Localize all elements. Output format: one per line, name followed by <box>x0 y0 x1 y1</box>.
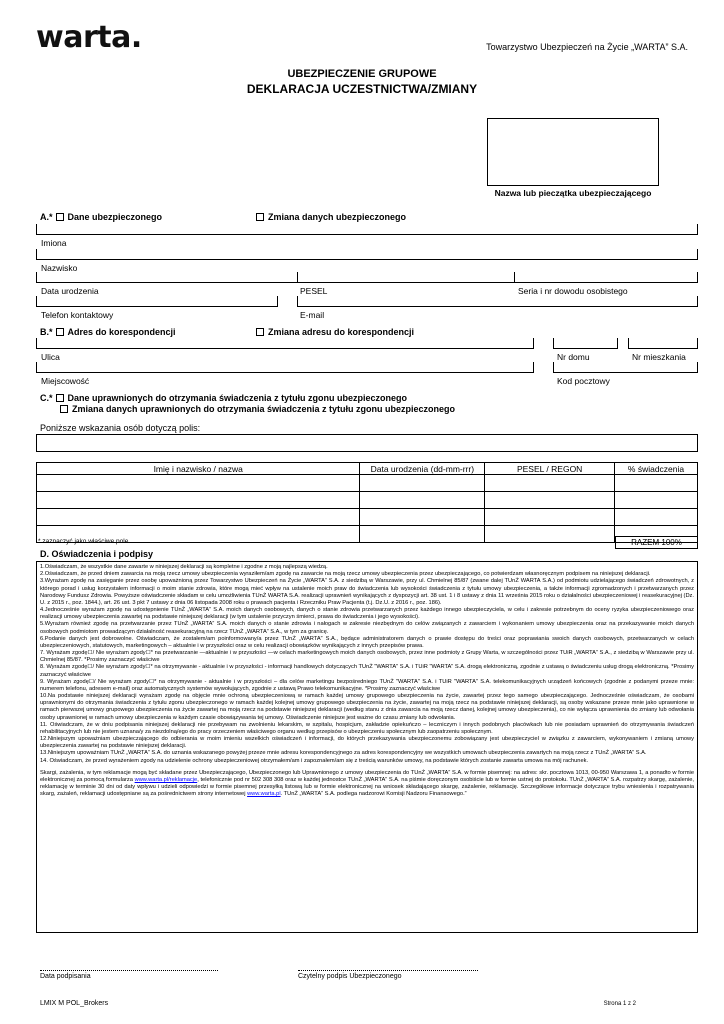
city-label: Miejscowość <box>41 376 90 386</box>
field-tick <box>697 296 698 307</box>
section-a-option1 <box>40 212 162 222</box>
field-tick <box>533 338 534 349</box>
field-tick <box>697 272 698 283</box>
form-code: LMIX M POL_Brokers <box>40 1000 109 1007</box>
field-tick <box>514 272 515 283</box>
birth-pesel-id-row[interactable] <box>36 282 698 283</box>
complaints-paragraph <box>40 770 694 799</box>
section-c-marker: C.* <box>40 393 53 403</box>
total-percent-cell: RAZEM 100% <box>615 536 698 549</box>
street-label: Ulica <box>41 352 60 362</box>
phone-label: Telefon kontaktowy <box>41 310 114 320</box>
col-percent-header: % świadczenia <box>615 463 698 475</box>
statement-6: 6.Podanie danych jest dobrowolne. Oświadczam, że zostałem/am poinformowany/a przez TUnŻ „WARTA” S.A., będące administratorem danych o prawie dostępu do treści oraz poprawiania swoich danych osobowych, przetwarzanych w celach ubezpieczeniowych, statutowych, marketingowych – aktualnie i w przyszłości oraz w celu realizacji obowiązków wynikających z innych przepisów prawa. <box>40 635 694 649</box>
policies-label: Poniższe wskazania osób dotyczą polis: <box>40 423 201 433</box>
postal-code-input[interactable] <box>553 372 698 373</box>
flat-no-label: Nr mieszkania <box>632 352 686 362</box>
field-tick <box>277 296 278 307</box>
field-tick <box>297 296 298 307</box>
col-birthdate-header: Data urodzenia (dd-mm-rrr) <box>360 463 485 475</box>
field-tick <box>697 338 698 349</box>
table-cell[interactable] <box>37 492 360 509</box>
field-tick <box>553 362 554 373</box>
email-label: E-mail <box>300 310 325 320</box>
birth-date-label: Data urodzenia <box>41 286 99 296</box>
statement-2: 2.Oświadczam, że przed dniem zawarcia na moją rzecz umowy ubezpieczenia wyraziłem/am zgodę na zawarcie na moją rzecz umowy ubezpieczenia przez ubezpieczającego, co potwierdzam własnoręcznym podpisem na niniejszej deklaracji. <box>40 571 651 578</box>
field-tick <box>36 272 37 283</box>
beneficiaries-checkbox[interactable] <box>56 394 64 402</box>
flat-no-input[interactable] <box>628 348 698 349</box>
field-tick <box>617 338 618 349</box>
table-cell[interactable] <box>485 526 615 543</box>
surname-label: Nazwisko <box>41 263 78 273</box>
col-name-header: Imię i nazwisko / nazwa <box>37 463 360 475</box>
form-title-line1: UBEZPIECZENIE GRUPOWE <box>287 68 437 80</box>
first-names-input[interactable] <box>36 234 698 235</box>
statement-13: 13.Niniejszym upoważniam TUnŻ „WARTA” S.A. do uznania wskazanego powyżej przeze mnie adresu korespondencyjnego za adres korespondencyjny we wszystkich umowach ubezpieczenia zawartych na moją rzecz z TUnŻ „WARTA” S.A. <box>40 750 647 757</box>
table-cell[interactable] <box>360 475 485 492</box>
signature-input[interactable] <box>298 970 478 971</box>
statement-8-consent[interactable]: 8. Wyrażam zgodę☐/ Nie wyrażam zgody☐* na otrzymywanie - aktualnie i w przyszłości - informacji handlowych dotyczących TUnŻ "WARTA" S.A. i TUiR "WARTA" S.A. drogą elektroniczną, zgodnie z ustawą o świadczeniu usług drogą elektroniczną. *Prosimy zaznaczyć właściwe <box>40 664 694 678</box>
beneficiaries-table <box>36 462 698 543</box>
statement-14: 14. Oświadczam, że przed wyrażeniem zgody na udzielenie ochrony ubezpieczeniowej otrzymałem/am i zapoznałem/am się z treścią warunków umowy, na podstawie których zostanie zawarta umowa na mój rachunek. <box>40 757 589 764</box>
section-b-option2 <box>256 327 414 337</box>
table-cell[interactable] <box>615 492 698 509</box>
field-tick <box>36 224 37 235</box>
field-tick <box>533 362 534 373</box>
table-row <box>37 475 698 492</box>
insurer-stamp-label: Nazwa lub pieczątka ubezpieczającego <box>494 188 652 198</box>
statement-1: 1.Oświadczam, że wszystkie dane zawarte w niniejszej deklaracji są kompletne i zgodne z moją najlepszą wiedzą. <box>40 564 328 570</box>
section-b-option1 <box>40 327 176 337</box>
beneficiaries-change-label: Zmiana danych uprawnionych do otrzymania świadczenia z tytułu zgonu ubezpieczonego <box>72 404 456 414</box>
statement-9-consent[interactable]: 9. Wyrażam zgodę☐/ Nie wyrażam zgody☐* na otrzymywanie - aktualnie i w przyszłości – dla celów marketingu bezpośredniego TUnŻ "WARTA" S.A. i TUiR "WARTA" S.A. telekomunikacyjnych urządzeń końcowych (zgodnie z podanymi przeze mnie: numerem telefonu, adresem e-mail) oraz automatycznych systemów wywołujących, zgodnie z ustawą Prawo telekomunikacyjne. *Prosimy zaznaczyć właściwe <box>40 678 694 692</box>
field-tick <box>697 249 698 260</box>
address-checkbox[interactable] <box>56 328 64 336</box>
policies-input[interactable] <box>36 434 698 452</box>
address-label: Adres do korespondencji <box>67 327 176 337</box>
field-tick <box>36 338 37 349</box>
table-cell[interactable] <box>615 509 698 526</box>
signature-label: Czytelny podpis Ubezpieczonego <box>298 973 402 980</box>
statement-10: 10.Na podstawie niniejszej deklaracji wyrażam zgodę na objęcie mnie ochroną ubezpieczeniową w ramach każdej umowy grupowego ubezpieczenia na życie, zawartej przez tego samego ubezpieczającego. Jednocześnie oświadczam, że osobami uprawnionymi do otrzymania świadczenia z tytułu zgonu ubezpieczonego w ramach każdej kolejnej umowy grupowego ubezpieczenia na życie, zawartej na moją rzecz na podstawie niniejszej deklaracji, są osoby wskazane przeze mnie jako uprawnione w ramach pierwszej umowy grupowego ubezpieczenia na życie zawartej na moją rzecz na podstawie niniejszej deklaracji (według stanu z dnia zawarcia na moją rzecz danej, kolejnej umowy ubezpieczenia), co nie wyłącza uprawnienia do zmiany lub odwołania osoby uprawnionej w ramach umowy ubezpieczenia w każdym czasie obowiązywania tej umowy. Oświadczenie niniejsze jest ważne do czasu zmiany lub odwołania. <box>40 693 694 721</box>
house-no-label: Nr domu <box>557 352 590 362</box>
complaints-text-3: . TUnŻ „WARTA” S.A. podlega nadzorowi Komisji Nadzoru Finansowego.” <box>280 791 467 798</box>
section-a-option2 <box>256 212 406 222</box>
table-cell[interactable] <box>37 475 360 492</box>
field-tick <box>553 338 554 349</box>
address-change-checkbox[interactable] <box>256 328 264 336</box>
insured-change-label: Zmiana danych ubezpieczonego <box>268 212 407 222</box>
table-cell[interactable] <box>360 526 485 543</box>
city-input[interactable] <box>36 372 534 373</box>
table-cell[interactable] <box>360 492 485 509</box>
phone-input[interactable] <box>36 306 278 307</box>
first-names-label: Imiona <box>41 238 67 248</box>
section-d-title: D. Oświadczenia i podpisy <box>40 549 154 559</box>
statements-box <box>36 561 698 933</box>
table-cell[interactable] <box>37 509 360 526</box>
pesel-label: PESEL <box>300 286 328 296</box>
warta-website-link[interactable]: www.warta.pl <box>247 791 281 798</box>
field-tick <box>36 362 37 373</box>
statement-7-consent[interactable]: 7. Wyrażam zgodę☐/ Nie wyrażam zgody☐* na przetwarzanie —aktualnie i w przyszłości —w celach marketingowych moich danych osobowych, przez inne podmioty z Grupy Warta, w szczególności przez TUiR „WARTA” S.A., z siedzibą w Warszawie przy ul. Chmielnej 85/87. *Prosimy zaznaczyć właściwe <box>40 650 694 664</box>
field-tick <box>36 249 37 260</box>
complaints-link[interactable]: www.warta.pl/reklamacje <box>134 776 198 783</box>
col-pesel-header: PESEL / REGON <box>485 463 615 475</box>
warta-logo: warta. <box>36 20 142 55</box>
complaints-text-2: , telefonicznie pod nr 502 308 308 oraz w każdej jednostce TUnŻ „WARTA” S.A. na piśmie doręczonym osobiście lub w formie ustnej do protokołu. TUnŻ „WARTA” S.A. rozpatrzy skargę, zażalenie, reklamację w terminie 30 dni od daty wpływu i udzieli odpowiedzi w formie pisemnej przesyłką listową lub w formie elektronicznej na wniosek składającego skargę, zażalenie, reklamację. Szczegółowe informacje dotyczące trybu wniesienia i rozpatrywania skarg, zażaleń, reklamacji udostępniane są za pośrednictwem strony internetowej <box>40 776 694 798</box>
table-cell[interactable] <box>615 475 698 492</box>
email-input[interactable] <box>297 306 698 307</box>
postal-code-label: Kod pocztowy <box>557 376 610 386</box>
signing-date-input[interactable] <box>40 970 218 971</box>
insured-data-checkbox[interactable] <box>56 213 64 221</box>
insured-data-label: Dane ubezpieczonego <box>67 212 163 222</box>
table-cell[interactable] <box>485 492 615 509</box>
id-series-label: Seria i nr dowodu osobistego <box>518 286 628 296</box>
company-name: Towarzystwo Ubezpieczeń na Życie „WARTA” S.A. <box>486 42 688 52</box>
table-header-row <box>37 463 698 475</box>
table-cell[interactable] <box>485 475 615 492</box>
section-c-option1 <box>40 393 407 403</box>
required-note: * zaznaczyć jako właściwe pole <box>38 538 129 545</box>
beneficiaries-label: Dane uprawnionych do otrzymania świadczenia z tytułu zgonu ubezpieczonego <box>67 393 408 403</box>
field-tick <box>697 362 698 373</box>
insurer-stamp-box[interactable] <box>487 118 659 186</box>
field-tick <box>36 296 37 307</box>
field-tick <box>628 338 629 349</box>
surname-input[interactable] <box>36 259 698 260</box>
table-cell[interactable] <box>360 509 485 526</box>
street-input[interactable] <box>36 348 534 349</box>
statement-4: 4.Jednocześnie wyrażam zgodę na udostępnienie TUnŻ „WARTA” S.A. moich danych osobowych, danych o stanie zdrowia przetwarzanych przez każdego innego ubezpieczyciela, w celu i zakresie potrzebnym do oceny ryzyka ubezpieczeniowego oraz realizacji umowy ubezpieczenia zawartej na podstawie niniejszej deklaracji (w tym ustalenie przyczyn śmierci, prawa do świadczenia i jego wysokości). <box>40 607 694 621</box>
field-tick <box>697 224 698 235</box>
section-c-option2 <box>60 404 455 414</box>
statement-11: 11. Oświadczam, że w dniu podpisania niniejszej deklaracji nie przebywam na zwolnieniu lekarskim, w szpitalu, hospicjum, zakładzie opiekuńczo – leczniczym i innych podobnych placówkach lub nie posiadam uprawnień do otrzymywania świadczeń rehabilitacyjnych lub nie jestem uznana/y za niezdolną/ego do pracy orzeczeniem właściwego organu według przepisów o ubezpieczeniu społecznym lub zaopatrzeniu społecznym. <box>40 721 694 735</box>
table-row <box>37 526 698 543</box>
statement-3: 3.Wyrażam zgodę na zasięganie przez osobę upoważnioną przez Towarzystwo Ubezpieczeń na Życie „WARTA” S.A. z siedzibą w Warszawie, przy ul. Chmielnej 85/87 (zwane dalej TUnŻ WARTA S.A.) od podmiotu udzielającego świadczeń zdrowotnych, z którego porad i usług korzystałem informacji o moim stanie zdrowia, które mogą mieć wpływ na ustalenie moich praw do świadczenia lub wysokości świadczenia z tytułu umowy ubezpieczenia, a także informacji zgromadzonych i przetwarzanych przez Narodowy Fundusz Zdrowia. Powyższe oświadczenie składam w celu umożliwienia TUnŻ WARTA S.A. realizacji uprawnień wynikających z dyspozycji art. 38 ust. 1 i 8 ustawy z dnia 11 września 2015 roku o działalności ubezpieczeniowej i reasekuracyjnej (Dz. U. z 2015 r., poz. 1844.), art. 26 ust. 3 pkt 7 ustawy z dnia 06 listopada 2008 roku o prawach pacjenta i Rzeczniku Praw Pacjenta (t.j. Dz.U. z 2016 r., poz. 186). <box>40 578 694 606</box>
statement-5: 5.Wyrażam również zgodę na przetwarzanie przez TUnŻ „WARTA” S.A. moich danych o stanie zdrowia i nałogach w zakresie niezbędnym do celów związanych z zawarciem i wykonaniem umowy ubezpieczenia oraz na przekazywanie moich danych osobowych podmiotom prowadzącym działalność reasekuracyjną na rzecz TUnŻ „WARTA” S.A., w tym za granicę. <box>40 621 694 635</box>
form-title-line2: DEKLARACJA UCZESTNICTWA/ZMIANY <box>246 82 478 96</box>
table-cell[interactable] <box>485 509 615 526</box>
statement-12: 12.Niniejszym upoważniam ubezpieczającego do odbierania w moim imieniu wszelkich oświadczeń i informacji, do których przekazywania ubezpieczonemu zobowiązany jest ubezpieczyciel w związku z zawarciem, wykonywaniem i zmianą umowy ubezpieczenia zawartej na podstawie niniejszej deklaracji. <box>40 736 694 750</box>
section-b-marker: B.* <box>40 327 53 337</box>
section-a-marker: A.* <box>40 212 53 222</box>
house-no-input[interactable] <box>553 348 618 349</box>
field-tick <box>297 272 298 283</box>
table-row <box>37 492 698 509</box>
signing-date-label: Data podpisania <box>40 973 91 980</box>
beneficiaries-change-checkbox[interactable] <box>60 405 68 413</box>
complaints-text-1: Skargi, zażalenia, w tym reklamacje mogą być składane przez Ubezpieczającego, Ubezpieczonego lub Uprawnionego z umowy ubezpieczenia do TUnŻ „WARTA” S.A. w formie pisemnej: na adres: skr. pocztowa 1013, 00-950 Warszawa 1, a ponadto w formie elektronicznej za pomocą formularza <box>40 769 694 783</box>
address-change-label: Zmiana adresu do korespondencji <box>268 327 415 337</box>
table-row <box>37 509 698 526</box>
insured-change-checkbox[interactable] <box>256 213 264 221</box>
page-number: Strona 1 z 2 <box>603 1001 636 1007</box>
